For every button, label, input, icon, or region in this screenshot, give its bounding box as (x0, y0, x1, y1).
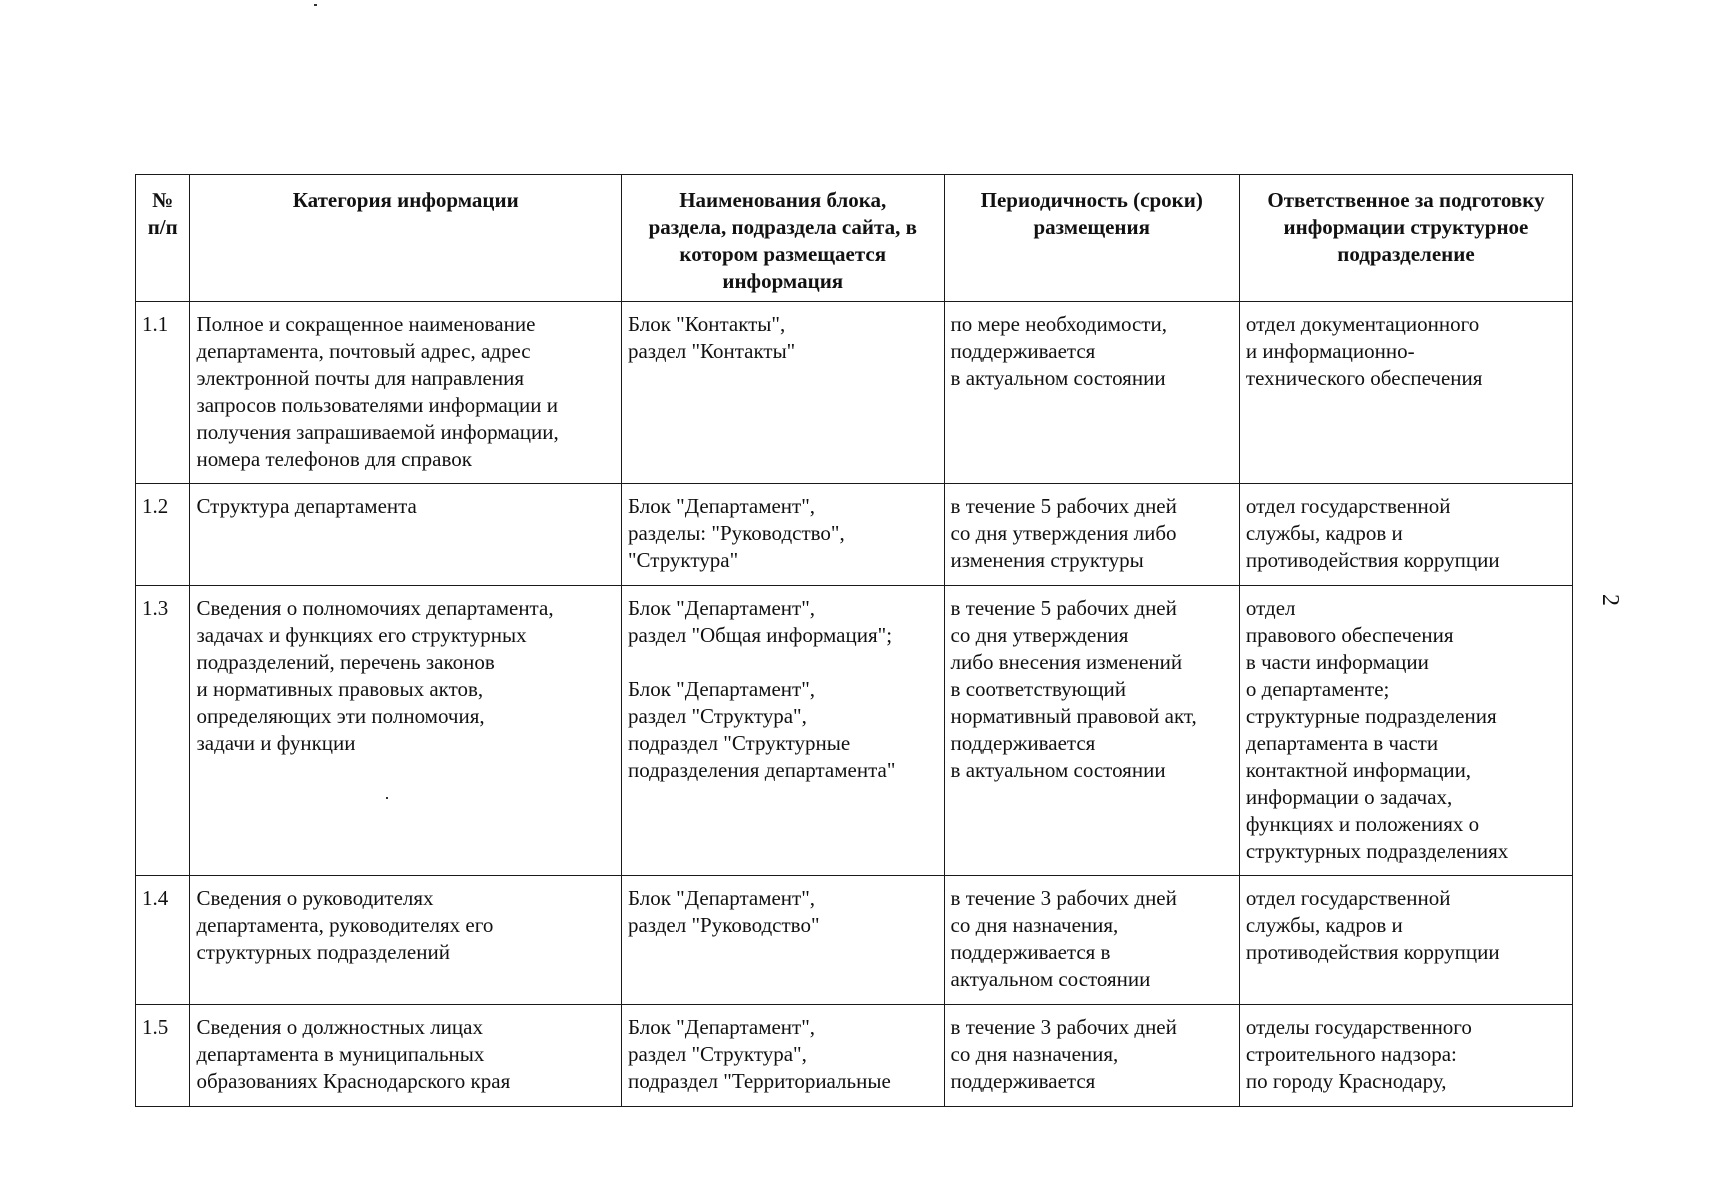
row-site-block: Блок "Департамент", раздел "Руководство" (621, 876, 944, 1005)
row-periodicity: в течение 5 рабочих дней со дня утверждения либо внесения изменений в соответствующий нормативный правовой акт, поддерживается в актуальном состоянии (944, 586, 1239, 876)
row-category: Сведения о должностных лицах департамента в муниципальных образованиях Краснодарского края (190, 1005, 622, 1107)
row-responsible: отдел документационного и информационно- технического обеспечения (1239, 302, 1572, 484)
row-number: 1.3 (136, 586, 190, 876)
header-periodicity: Периодичность (сроки) размещения (944, 175, 1239, 302)
table-row (136, 484, 1573, 586)
row-responsible: отдел государственной службы, кадров и противодействия коррупции (1239, 484, 1572, 586)
header-responsible: Ответственное за подготовку информации структурное подразделение (1239, 175, 1572, 302)
row-number: 1.2 (136, 484, 190, 586)
row-site-block: Блок "Контакты", раздел "Контакты" (621, 302, 944, 484)
row-periodicity: в течение 3 рабочих дней со дня назначения, поддерживается (944, 1005, 1239, 1107)
header-category: Категория информации (190, 175, 622, 302)
table-header-row (136, 175, 1573, 302)
row-site-block: Блок "Департамент", раздел "Общая информация"; Блок "Департамент", раздел "Структура", подраздел "Структурные подразделения департамента" (621, 586, 944, 876)
row-number: 1.1 (136, 302, 190, 484)
table-row (136, 302, 1573, 484)
header-site-block: Наименования блока, раздела, подраздела сайта, в котором размещается информация (621, 175, 944, 302)
row-number: 1.4 (136, 876, 190, 1005)
row-periodicity: в течение 3 рабочих дней со дня назначения, поддерживается в актуальном состоянии (944, 876, 1239, 1005)
table-row (136, 586, 1573, 876)
row-number: 1.5 (136, 1005, 190, 1107)
header-number: № п/п (136, 175, 190, 302)
row-periodicity: по мере необходимости, поддерживается в актуальном состоянии (944, 302, 1239, 484)
row-category: Структура департамента (190, 484, 622, 586)
page-number: 2 (1597, 594, 1623, 606)
row-category: Сведения о полномочиях департамента, задачах и функциях его структурных подразделений, перечень законов и нормативных правовых актов, определяющих эти полномочия, задачи и функции (190, 586, 622, 876)
row-category: Сведения о руководителях департамента, руководителях его структурных подразделений (190, 876, 622, 1005)
information-table (135, 174, 1573, 1107)
table-row (136, 1005, 1573, 1107)
row-periodicity: в течение 5 рабочих дней со дня утверждения либо изменения структуры (944, 484, 1239, 586)
row-site-block: Блок "Департамент", разделы: "Руководство", "Структура" (621, 484, 944, 586)
row-category: Полное и сокращенное наименование департамента, почтовый адрес, адрес электронной почты для направления запросов пользователями информации и получения запрашиваемой информации, номера телефонов для справок (190, 302, 622, 484)
row-responsible: отдел государственной службы, кадров и противодействия коррупции (1239, 876, 1572, 1005)
row-site-block: Блок "Департамент", раздел "Структура", подраздел "Территориальные (621, 1005, 944, 1107)
row-responsible: отделы государственного строительного надзора: по городу Краснодару, (1239, 1005, 1572, 1107)
table-row (136, 876, 1573, 1005)
scan-artifact (314, 4, 317, 6)
row-responsible: отдел правового обеспечения в части информации о департаменте; структурные подразделения департамента в части контактной информации, информации о задачах, функциях и положениях о структурных подразделениях (1239, 586, 1572, 876)
